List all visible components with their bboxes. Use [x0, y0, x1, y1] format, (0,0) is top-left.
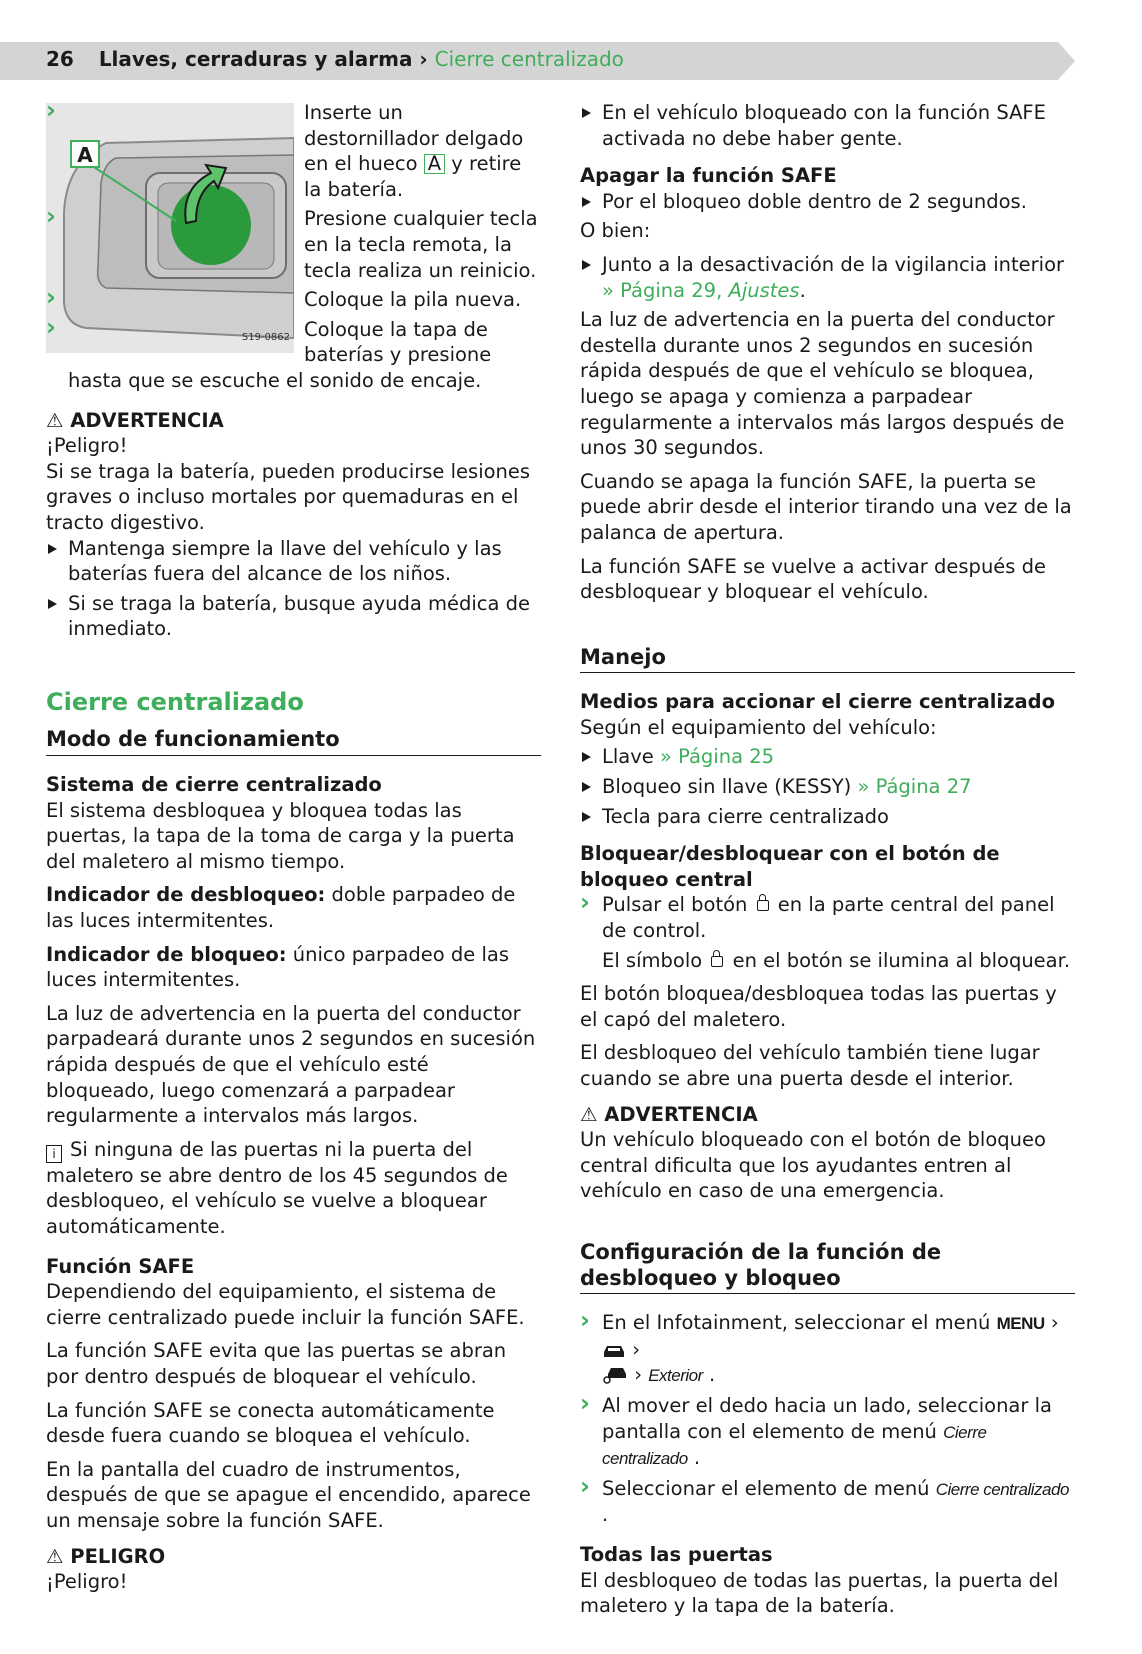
step-new-battery: › Coloque la pila nueva.	[46, 287, 541, 313]
warning-icon: ⚠	[46, 1544, 64, 1568]
safe-paragraph: La función SAFE evita que las puertas se abran por dentro después de bloquear el vehículo.	[46, 1339, 507, 1388]
figure-code: S19-0862	[241, 332, 290, 344]
exterior-menu: Exterior	[648, 1366, 703, 1386]
symbol-text: El símbolo en el botón se ilumina al bloquear.	[602, 948, 1071, 972]
right-column	[580, 100, 1075, 1627]
warning-light-text: La luz de advertencia en la puerta del conductor parpadeará durante unos 2 segundos en sucesión rápida después de que el vehículo esté bloqueado, luego comenzará a parpadear regularmente a intervalos más largos.	[46, 1001, 536, 1128]
warning-title: ⚠ ADVERTENCIA	[580, 1102, 758, 1126]
safe-off-item: Por el bloqueo doble dentro de 2 segundos.	[580, 189, 1075, 215]
lock-indicator: Indicador de bloqueo: único parpadeo de las luces intermitentes.	[46, 942, 510, 992]
paragraph: Cuando se apaga la función SAFE, la puerta se puede abrir desde el interior tirando una vez de la palanca de apertura.	[580, 469, 1072, 544]
safe-off-item: Junto a la desactivación de la vigilancia interior » Página 29, Ajustes.	[580, 252, 1075, 303]
unlock-indicator: Indicador de desbloqueo: doble parpadeo de las luces intermitentes.	[46, 883, 516, 933]
mode-heading: Modo de funcionamiento	[46, 727, 541, 756]
config-step: › En el Infotainment, seleccionar el menú MENU › › › Exterior .	[580, 1310, 1075, 1389]
safe-item: En el vehículo bloqueado con la función SAFE activada no debe haber gente.	[580, 100, 1075, 151]
menu-label: MENU	[996, 1314, 1045, 1334]
section-title: Cierre centralizado	[46, 687, 304, 716]
safe-paragraph: La función SAFE se conecta automáticamente desde fuera cuando se bloquea el vehículo.	[46, 1398, 495, 1448]
car-settings-icon	[602, 1366, 628, 1384]
button-heading: Bloquear/desbloquear con el botón de bloqueo central	[580, 842, 1000, 891]
warning-icon: ⚠	[46, 408, 64, 432]
page-link[interactable]: » Página 29, Ajustes	[602, 278, 800, 302]
safe-off-heading: Apagar la función SAFE	[580, 164, 837, 188]
safe-heading: Función SAFE	[46, 1254, 195, 1278]
header	[46, 47, 624, 71]
config-step: › Seleccionar el elemento de menú Cierre centralizado .	[580, 1476, 1075, 1528]
safe-paragraph: En la pantalla del cuadro de instrumentos, después de que se apague el encendido, aparece un mensaje sobre la función SAFE.	[46, 1457, 531, 1532]
step-cover: › Coloque la tapa de baterías y presione hasta que se escuche el sonido de encaje.	[46, 317, 541, 394]
warning-title: ⚠ ADVERTENCIA	[46, 408, 224, 432]
breadcrumb-chapter[interactable]: Llaves, cerraduras y alarma	[98, 47, 413, 71]
system-text: El sistema desbloquea y bloquea todas las puertas, la tapa de la toma de carga y la puerta del maletero al mismo tiempo.	[46, 798, 515, 873]
danger-title: ⚠ PELIGRO	[46, 1544, 166, 1568]
info-note: i Si ninguna de las puertas ni la puerta del maletero se abre dentro de los 45 segundos de desbloqueo, el vehículo se vuelve a bloquear automáticamente.	[46, 1137, 508, 1238]
lock-icon	[711, 956, 723, 967]
warning-item: Mantenga siempre la llave del vehículo y las baterías fuera del alcance de los niños.	[46, 536, 541, 587]
system-heading: Sistema de cierre centralizado	[46, 773, 382, 797]
config-heading: Configuración de la función de desbloqueo y bloqueo	[580, 1240, 1075, 1294]
step-press-key: › Presione cualquier tecla en la tecla remota, la tecla realiza un reinicio.	[46, 206, 541, 283]
left-column	[46, 100, 541, 1595]
safe-paragraph: Dependiendo del equipamiento, el sistema de cierre centralizado puede incluir la función SAFE.	[46, 1280, 525, 1329]
or-text: O bien:	[580, 219, 651, 243]
paragraph: La función SAFE se vuelve a activar después de desbloquear y bloquear el vehículo.	[580, 554, 1047, 604]
means-item: Llave » Página 25	[580, 744, 1075, 770]
warning-subtitle: ¡Peligro!	[46, 434, 128, 458]
page-link[interactable]: » Página 27	[857, 775, 972, 799]
all-doors-heading: Todas las puertas	[580, 1542, 773, 1566]
means-item: Bloqueo sin llave (KESSY) » Página 27	[580, 774, 1075, 800]
svg-text:A: A	[77, 143, 93, 167]
danger-subtitle: ¡Peligro!	[46, 1570, 128, 1594]
config-step: › Al mover el dedo hacia un lado, seleccionar la pantalla con el elemento de menú Cierre centralizado .	[580, 1393, 1075, 1472]
breadcrumb-current[interactable]: Cierre centralizado	[434, 47, 624, 71]
page-link[interactable]: » Página 25	[659, 745, 775, 769]
warning-item: Si se traga la batería, busque ayuda médica de inmediato.	[46, 591, 541, 642]
label-a-box: A	[424, 154, 445, 174]
step-insert-screwdriver: › Inserte un destornillador delgado en el hueco A y retire la batería.	[46, 100, 541, 202]
car-icon	[602, 1343, 626, 1359]
means-item: Tecla para cierre centralizado	[580, 804, 1075, 830]
manejo-heading: Manejo	[580, 645, 1075, 674]
means-sub: Según el equipamiento del vehículo:	[580, 715, 937, 739]
paragraph: El desbloqueo del vehículo también tiene lugar cuando se abre una puerta desde el interior.	[580, 1041, 1040, 1090]
breadcrumb-separator: ›	[419, 47, 428, 71]
warning-text: Un vehículo bloqueado con el botón de bloqueo central dificulta que los ayudantes entren al vehículo en caso de una emergencia.	[580, 1128, 1046, 1203]
all-doors-text: El desbloqueo de todas las puertas, la puerta del maletero y la tapa de la batería.	[580, 1568, 1059, 1618]
paragraph: La luz de advertencia en la puerta del conductor destella durante unos 2 segundos en sucesión rápida después de que el vehículo se bloquea, luego se apaga y comienza a parpadear regularmente a intervalos más largos después de unos 30 segundos.	[580, 308, 1065, 460]
button-step: › Pulsar el botón en la parte central del panel de control.	[580, 892, 1075, 943]
warning-icon: ⚠	[580, 1102, 598, 1126]
lock-icon	[757, 900, 769, 911]
means-heading: Medios para accionar el cierre centralizado	[580, 690, 1055, 714]
page-number: 26	[46, 47, 74, 71]
paragraph: El botón bloquea/desbloquea todas las puertas y el capó del maletero.	[580, 982, 1057, 1031]
warning-text: Si se traga la batería, pueden producirse lesiones graves o incluso mortales por quemaduras en el tracto digestivo.	[46, 459, 531, 534]
info-icon: i	[46, 1145, 62, 1163]
